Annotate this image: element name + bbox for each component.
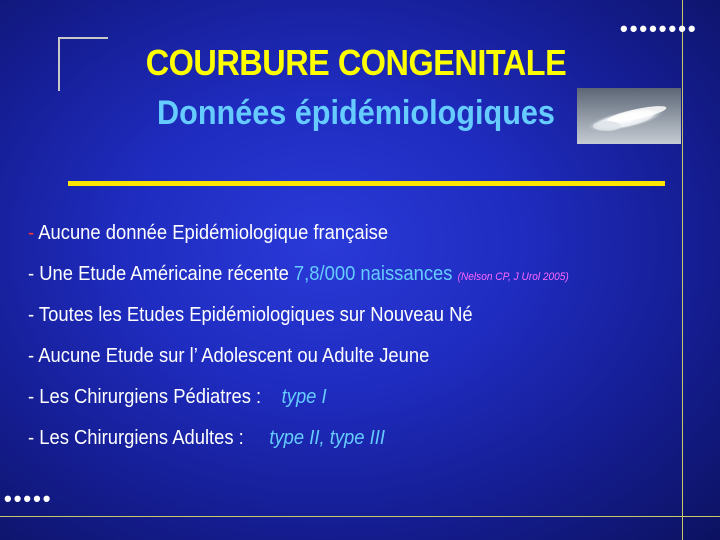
slide-subtitle: Données épidémiologiques [157,94,555,132]
bullet-dash: - [28,263,40,285]
vertical-frame-line [682,0,683,540]
bullet-item [28,386,569,427]
title-divider-rule [68,181,665,186]
bullet-item [28,345,569,386]
bullet-highlight: 7,8/000 naissances [293,263,453,285]
bullet-item [28,427,569,468]
dots-top-right: •••••••• [620,16,698,41]
bullet-text: Les Chirurgiens Pédiatres : [39,386,282,408]
bullet-italic: type I [281,386,327,408]
dots-bottom-left: ••••• [4,486,53,511]
bullet-dash: - [28,427,40,449]
bullet-dash: - [28,345,39,367]
bullet-dash: - [28,304,39,326]
bullet-dash: - [28,222,39,244]
horizontal-frame-line [0,516,720,517]
bullet-text: Toutes les Etudes Epidémiologiques sur Nouveau Né [38,304,473,326]
bullet-dash: - [28,386,40,408]
bullet-text: Aucune donnée Epidémiologique française [38,222,389,244]
bullet-reference: (Nelson CP, J Urol 2005) [457,271,569,283]
bullet-list [28,222,616,468]
slide-title: COURBURE CONGENITALE [145,42,567,83]
bullet-text: Une Etude Américaine récente [39,263,294,285]
bullet-item [28,263,569,304]
bullet-item [28,222,569,263]
bullet-italic: type II, type III [269,427,385,449]
bullet-text: Aucune Etude sur l’ Adolescent ou Adulte Jeune [38,345,430,367]
cloud-image [577,88,681,144]
bullet-text: Les Chirurgiens Adultes : [39,427,270,449]
bullet-item [28,304,569,345]
